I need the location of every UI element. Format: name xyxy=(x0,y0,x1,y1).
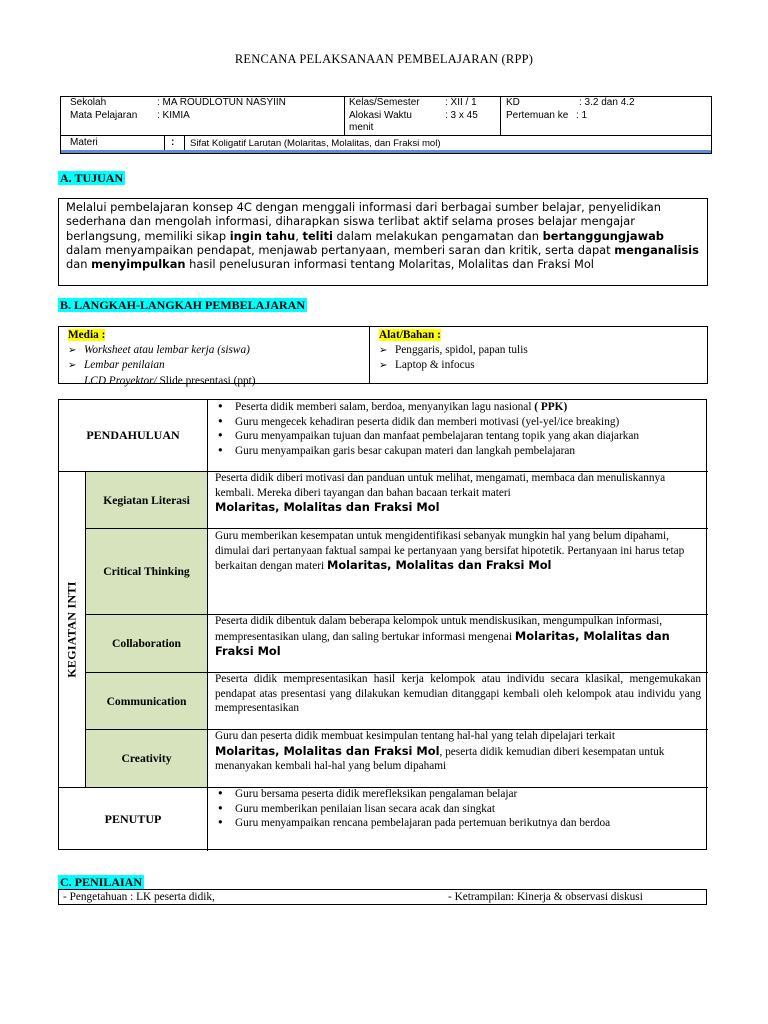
pendahuluan-label: PENDAHULUAN xyxy=(86,428,180,442)
sekolah-label: Sekolah xyxy=(70,97,107,108)
critical-thinking-content xyxy=(215,529,695,574)
alat-item xyxy=(379,343,698,359)
media-lcd-rest: Slide presentasi (ppt) xyxy=(156,374,256,387)
alokasi-continuation: menit xyxy=(349,122,374,133)
divider xyxy=(61,135,711,136)
communication-content: Peserta didik mempresentasikan hasil kerja kelompok atau individu secara klasikal, mengemukakan pendapat atas presentasi yang dilakukan kemudian ditanggapi kembali oleh kelompok atau individu yang mempresentasikan xyxy=(215,673,701,715)
media-item xyxy=(68,343,360,359)
penutup-list xyxy=(209,787,706,831)
penilaian-ketrampilan: - Ketrampilan: Kinerja & observasi diskusi xyxy=(448,891,643,903)
divider xyxy=(61,150,711,153)
arrow-bullet-icon: ➢ xyxy=(379,360,388,371)
arrow-bullet-icon: ➢ xyxy=(68,360,77,371)
divider xyxy=(500,97,501,135)
literasi-bold: Molaritas, Molalitas dan Fraksi Mol xyxy=(215,500,440,515)
creativity-text: Guru dan peserta didik membuat kesimpulan tentang hal-hal yang telah dipelajari terkait xyxy=(215,730,615,742)
tujuan-text: hasil penelusuran informasi tentang Molaritas, Molalitas dan Fraksi Mol xyxy=(185,257,594,272)
pertemuan-label: Pertemuan ke xyxy=(506,110,569,121)
penilaian-pengetahuan: - Pengetahuan : LK peserta didik, xyxy=(63,891,215,903)
tujuan-text: , xyxy=(295,228,303,243)
alat-item xyxy=(379,358,698,374)
kelas-value: : XII / 1 xyxy=(445,97,477,108)
alat-colon: : xyxy=(434,329,441,341)
kegiatan-inti-label: KEGIATAN INTI xyxy=(64,581,79,678)
media-label: Media xyxy=(68,329,99,341)
alat-label: Alat/Bahan xyxy=(379,329,435,341)
communication-label: Communication xyxy=(86,673,207,729)
creativity-bold: Molaritas, Molalitas dan Fraksi Mol xyxy=(215,743,440,758)
media-lcd-italic: LCD Proyektor/ xyxy=(84,374,157,387)
literasi-label: Kegiatan Literasi xyxy=(86,472,207,528)
media-item-text: Lembar penilaian xyxy=(84,359,165,371)
tujuan-bold: ingin tahu xyxy=(229,228,296,243)
tujuan-text: dan xyxy=(66,257,92,272)
list-item: • Guru menyampaikan tujuan dan manfaat pembelajaran tentang topik yang akan diajarkan xyxy=(209,429,706,444)
collaboration-content xyxy=(215,614,691,660)
arrow-bullet-icon: ➢ xyxy=(68,344,77,356)
media-colon: : xyxy=(98,329,106,341)
literasi-text: Peserta didik diberi motivasi dan panduan untuk melihat, mengamati, membaca dan menuliskannya kembali. Mereka diberi tayangan dan bahan bacaan terkait materi xyxy=(215,472,666,499)
collab-text: Peserta didik dibentuk dalam beberapa kelompok untuk mendiskusikan, mengumpulkan informasi, mempresentasikan ulang, dan saling bertukar informasi mengenai xyxy=(215,615,663,643)
creativity-label: Creativity xyxy=(86,730,207,787)
media-table xyxy=(58,326,708,387)
identity-table xyxy=(60,96,712,154)
alat-column xyxy=(370,327,707,383)
creativity-content xyxy=(215,729,699,774)
critical-thinking-label: Critical Thinking xyxy=(86,529,207,614)
alokasi-value: : 3 x 45 xyxy=(445,110,478,121)
alat-item-text: Penggaris, spidol, papan tulis xyxy=(395,343,528,356)
list-item: • Guru mengecek kehadiran peserta didik dan memberi motivasi (yel-yel/ice breaking) xyxy=(209,415,706,430)
list-item: • Guru memberikan penilaian lisan secara acak dan singkat xyxy=(209,802,706,817)
tujuan-text: dalam melakukan pengamatan dan xyxy=(332,228,543,243)
alokasi-label: Alokasi Waktu xyxy=(349,110,412,121)
ppk-bold: ( PPK) xyxy=(534,401,568,413)
steps-table xyxy=(58,399,707,850)
list-item-text: Peserta didik memberi salam, berdoa, menyanyikan lagu nasional xyxy=(235,401,535,413)
penilaian-box xyxy=(58,889,707,905)
penutup-label: PENUTUP xyxy=(104,812,162,826)
divider xyxy=(344,97,345,135)
tujuan-bold: teliti xyxy=(302,228,333,243)
tujuan-bold: menyimpulkan xyxy=(91,257,186,272)
critical-text: Guru memberikan kesempatan untuk mengidentifikasi sebanyak mungkin hal yang belum dipahami, dimulai dari pertanyaan faktual sampai ke pertanyaan yang bersifat hipotetik. Pertanyaan ini harus tetap berkaitan dengan materi xyxy=(215,530,685,573)
divider xyxy=(207,400,208,851)
tujuan-bold: menganalisis xyxy=(614,242,699,257)
sekolah-value: : MA ROUDLOTUN NASYIIN xyxy=(157,97,286,108)
divider xyxy=(164,135,165,150)
section-a-heading: A. TUJUAN xyxy=(60,171,124,185)
creativity-text: , peserta didik kemudian diberi kesempatan untuk menanyakan kembali hal-hal yang belum dipahami xyxy=(215,745,665,773)
materi-colon: : xyxy=(171,137,175,148)
media-column xyxy=(59,327,370,387)
kegiatan-inti-cell xyxy=(59,472,85,787)
pertemuan-value: : 1 xyxy=(576,110,588,121)
arrow-bullet-icon: ➢ xyxy=(379,344,388,356)
media-item xyxy=(68,358,360,374)
pendahuluan-list xyxy=(209,400,706,458)
literasi-content xyxy=(215,471,701,516)
divider xyxy=(184,135,185,150)
mapel-value: : KIMIA xyxy=(157,110,190,121)
collab-bold: Molaritas, Molalitas dan Fraksi Mol xyxy=(215,628,670,659)
kd-value: : 3.2 dan 4.2 xyxy=(579,97,635,108)
mapel-label: Mata Pelajaran xyxy=(70,110,138,121)
critical-bold: Molaritas, Molalitas dan Fraksi Mol xyxy=(326,558,552,573)
list-item: • Guru menyampaikan rencana pembelajaran pada pertemuan berikutnya dan berdoa xyxy=(209,816,706,831)
kd-label: KD xyxy=(506,97,520,108)
materi-label: Materi xyxy=(70,137,98,148)
tujuan-text: dalam menyampaikan pendapat, menjawab pertanyaan, memberi saran dan kritik, serta dapat xyxy=(66,242,615,257)
list-item xyxy=(209,400,706,415)
section-b-heading: B. LANGKAH-LANGKAH PEMBELAJARAN xyxy=(60,298,306,312)
alat-item-text: Laptop & infocus xyxy=(395,359,475,371)
materi-value: Sifat Koligatif Larutan (Molaritas, Molalitas, dan Fraksi mol) xyxy=(190,138,441,149)
kelas-label: Kelas/Semester xyxy=(349,97,420,108)
list-item: • Guru menyampaikan garis besar cakupan materi dan langkah pembelajaran xyxy=(209,444,706,459)
collaboration-label: Collaboration xyxy=(86,615,207,672)
list-item: • Guru bersama peserta didik merefleksikan pengalaman belajar xyxy=(209,787,706,802)
tujuan-text: Melalui pembelajaran konsep 4C dengan menggali informasi dari berbagai sumber belajar, penyelidikan sederhana dan mengolah informasi, diharapkan siswa terlibat aktif selama proses belajar mengajar berlangsung, memiliki sikap xyxy=(66,200,661,243)
document-title: RENCANA PELAKSANAAN PEMBELAJARAN (RPP) xyxy=(234,52,534,66)
tujuan-box xyxy=(58,198,708,286)
tujuan-bold: bertanggungjawab xyxy=(542,228,664,243)
media-item xyxy=(68,374,360,389)
section-c-heading: C. PENILAIAN xyxy=(60,875,143,889)
media-item-text: Worksheet atau lembar kerja (siswa) xyxy=(84,343,250,356)
